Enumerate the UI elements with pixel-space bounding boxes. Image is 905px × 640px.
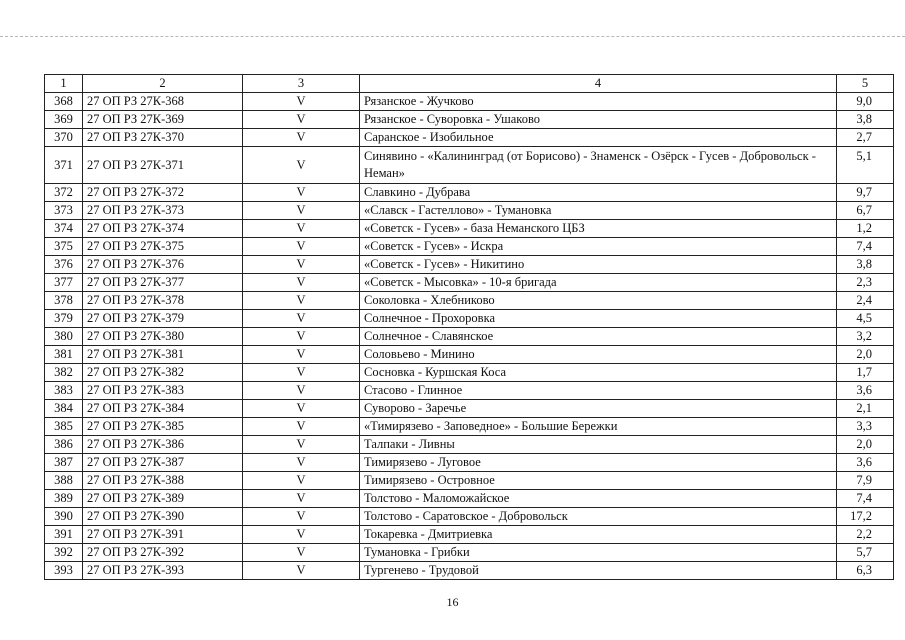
road-name-cell: Синявино - «Калининград (от Борисово) - Знаменск - Озёрск - Гусев - Добровольск - Неман» [360, 147, 837, 184]
row-number-cell: 393 [45, 562, 83, 580]
road-code-cell: 27 ОП РЗ 27К-373 [83, 202, 243, 220]
table-row [45, 202, 894, 220]
road-category-cell: V [243, 508, 360, 526]
table-row [45, 436, 894, 454]
road-category-cell: V [243, 382, 360, 400]
road-name-cell: Токаревка - Дмитриевка [360, 526, 837, 544]
road-length-cell: 2,4 [837, 292, 894, 310]
road-name-cell: «Советск - Мысовка» - 10-я бригада [360, 274, 837, 292]
road-name-cell: Тургенево - Трудовой [360, 562, 837, 580]
road-code-cell: 27 ОП РЗ 27К-378 [83, 292, 243, 310]
header-cell-1: 1 [45, 75, 83, 93]
road-code-cell: 27 ОП РЗ 27К-369 [83, 111, 243, 129]
road-category-cell: V [243, 328, 360, 346]
row-number-cell: 390 [45, 508, 83, 526]
road-name-cell: «Советск - Гусев» - Искра [360, 238, 837, 256]
road-length-cell: 3,6 [837, 382, 894, 400]
road-name-cell: Солнечное - Славянское [360, 328, 837, 346]
row-number-cell: 381 [45, 346, 83, 364]
row-number-cell: 369 [45, 111, 83, 129]
row-number-cell: 368 [45, 93, 83, 111]
road-code-cell: 27 ОП РЗ 27К-386 [83, 436, 243, 454]
road-category-cell: V [243, 436, 360, 454]
road-name-cell: Тимирязево - Луговое [360, 454, 837, 472]
row-number-cell: 383 [45, 382, 83, 400]
row-number-cell: 375 [45, 238, 83, 256]
road-length-cell: 3,6 [837, 454, 894, 472]
road-category-cell: V [243, 274, 360, 292]
table-row [45, 256, 894, 274]
row-number-cell: 372 [45, 184, 83, 202]
table-row [45, 129, 894, 147]
row-number-cell: 385 [45, 418, 83, 436]
road-code-cell: 27 ОП РЗ 27К-391 [83, 526, 243, 544]
road-code-cell: 27 ОП РЗ 27К-389 [83, 490, 243, 508]
road-category-cell: V [243, 562, 360, 580]
road-length-cell: 2,0 [837, 346, 894, 364]
table-row [45, 147, 894, 184]
road-category-cell: V [243, 310, 360, 328]
road-length-cell: 9,7 [837, 184, 894, 202]
road-category-cell: V [243, 472, 360, 490]
row-number-cell: 388 [45, 472, 83, 490]
road-code-cell: 27 ОП РЗ 27К-387 [83, 454, 243, 472]
road-code-cell: 27 ОП РЗ 27К-380 [83, 328, 243, 346]
header-cell-3: 3 [243, 75, 360, 93]
roads-table [44, 74, 894, 580]
road-name-cell: Толстово - Маломожайское [360, 490, 837, 508]
road-category-cell: V [243, 238, 360, 256]
road-code-cell: 27 ОП РЗ 27К-375 [83, 238, 243, 256]
road-name-cell: Талпаки - Ливны [360, 436, 837, 454]
road-category-cell: V [243, 526, 360, 544]
road-length-cell: 7,9 [837, 472, 894, 490]
road-code-cell: 27 ОП РЗ 27К-383 [83, 382, 243, 400]
table-row [45, 310, 894, 328]
row-number-cell: 376 [45, 256, 83, 274]
row-number-cell: 387 [45, 454, 83, 472]
road-name-cell: Славкино - Дубрава [360, 184, 837, 202]
table-row [45, 472, 894, 490]
road-name-cell: «Советск - Гусев» - база Неманского ЦБЗ [360, 220, 837, 238]
road-name-cell: Тимирязево - Островное [360, 472, 837, 490]
road-name-cell: Стасово - Глинное [360, 382, 837, 400]
road-length-cell: 3,8 [837, 256, 894, 274]
road-name-cell: Суворово - Заречье [360, 400, 837, 418]
road-code-cell: 27 ОП РЗ 27К-376 [83, 256, 243, 274]
table-row [45, 382, 894, 400]
road-length-cell: 3,3 [837, 418, 894, 436]
road-length-cell: 9,0 [837, 93, 894, 111]
row-number-cell: 379 [45, 310, 83, 328]
road-name-cell: Саранское - Изобильное [360, 129, 837, 147]
road-length-cell: 6,7 [837, 202, 894, 220]
road-name-cell: Соловьево - Минино [360, 346, 837, 364]
row-number-cell: 378 [45, 292, 83, 310]
table-row [45, 364, 894, 382]
road-code-cell: 27 ОП РЗ 27К-393 [83, 562, 243, 580]
row-number-cell: 386 [45, 436, 83, 454]
road-length-cell: 2,1 [837, 400, 894, 418]
top-divider [0, 36, 905, 37]
road-length-cell: 1,7 [837, 364, 894, 382]
row-number-cell: 391 [45, 526, 83, 544]
header-row [45, 75, 894, 93]
header-cell-2: 2 [83, 75, 243, 93]
road-name-cell: «Славск - Гастеллово» - Тумановка [360, 202, 837, 220]
road-name-cell: Тумановка - Грибки [360, 544, 837, 562]
road-category-cell: V [243, 256, 360, 274]
row-number-cell: 382 [45, 364, 83, 382]
road-length-cell: 5,7 [837, 544, 894, 562]
road-category-cell: V [243, 292, 360, 310]
table-row [45, 400, 894, 418]
road-length-cell: 2,2 [837, 526, 894, 544]
road-length-cell: 4,5 [837, 310, 894, 328]
road-category-cell: V [243, 400, 360, 418]
header-cell-4: 4 [360, 75, 837, 93]
table-row [45, 238, 894, 256]
road-category-cell: V [243, 364, 360, 382]
road-length-cell: 3,2 [837, 328, 894, 346]
page-number: 16 [446, 595, 459, 609]
row-number-cell: 392 [45, 544, 83, 562]
row-number-cell: 373 [45, 202, 83, 220]
road-category-cell: V [243, 202, 360, 220]
table-row [45, 220, 894, 238]
table-row [45, 454, 894, 472]
road-category-cell: V [243, 147, 360, 184]
table-row [45, 184, 894, 202]
row-number-cell: 371 [45, 147, 83, 184]
row-number-cell: 370 [45, 129, 83, 147]
table-row [45, 526, 894, 544]
header-cell-5: 5 [837, 75, 894, 93]
road-length-cell: 7,4 [837, 238, 894, 256]
road-code-cell: 27 ОП РЗ 27К-381 [83, 346, 243, 364]
road-category-cell: V [243, 93, 360, 111]
road-length-cell: 6,3 [837, 562, 894, 580]
road-length-cell: 1,2 [837, 220, 894, 238]
road-code-cell: 27 ОП РЗ 27К-390 [83, 508, 243, 526]
road-category-cell: V [243, 346, 360, 364]
road-category-cell: V [243, 184, 360, 202]
table-row [45, 93, 894, 111]
row-number-cell: 380 [45, 328, 83, 346]
table-row [45, 508, 894, 526]
road-name-cell: «Тимирязево - Заповедное» - Большие Бережки [360, 418, 837, 436]
road-name-cell: Солнечное - Прохоровка [360, 310, 837, 328]
road-category-cell: V [243, 490, 360, 508]
road-name-cell: Толстово - Саратовское - Добровольск [360, 508, 837, 526]
row-number-cell: 389 [45, 490, 83, 508]
road-category-cell: V [243, 544, 360, 562]
road-name-cell: Рязанское - Суворовка - Ушаково [360, 111, 837, 129]
table-row [45, 111, 894, 129]
table-row [45, 562, 894, 580]
row-number-cell: 377 [45, 274, 83, 292]
road-code-cell: 27 ОП РЗ 27К-368 [83, 93, 243, 111]
table-row [45, 544, 894, 562]
road-category-cell: V [243, 418, 360, 436]
road-code-cell: 27 ОП РЗ 27К-371 [83, 147, 243, 184]
road-length-cell: 17,2 [837, 508, 894, 526]
road-category-cell: V [243, 111, 360, 129]
road-code-cell: 27 ОП РЗ 27К-385 [83, 418, 243, 436]
road-length-cell: 3,8 [837, 111, 894, 129]
table-row [45, 490, 894, 508]
road-code-cell: 27 ОП РЗ 27К-388 [83, 472, 243, 490]
road-code-cell: 27 ОП РЗ 27К-382 [83, 364, 243, 382]
road-name-cell: Сосновка - Куршская Коса [360, 364, 837, 382]
road-code-cell: 27 ОП РЗ 27К-374 [83, 220, 243, 238]
road-length-cell: 5,1 [837, 147, 894, 184]
table-row [45, 346, 894, 364]
road-code-cell: 27 ОП РЗ 27К-392 [83, 544, 243, 562]
table-row [45, 328, 894, 346]
road-name-cell: Соколовка - Хлебниково [360, 292, 837, 310]
road-category-cell: V [243, 220, 360, 238]
table-row [45, 418, 894, 436]
road-code-cell: 27 ОП РЗ 27К-379 [83, 310, 243, 328]
road-code-cell: 27 ОП РЗ 27К-370 [83, 129, 243, 147]
road-name-cell: «Советск - Гусев» - Никитино [360, 256, 837, 274]
road-length-cell: 7,4 [837, 490, 894, 508]
road-name-cell: Рязанское - Жучково [360, 93, 837, 111]
road-length-cell: 2,0 [837, 436, 894, 454]
road-code-cell: 27 ОП РЗ 27К-384 [83, 400, 243, 418]
table-body [45, 75, 894, 580]
road-code-cell: 27 ОП РЗ 27К-377 [83, 274, 243, 292]
road-code-cell: 27 ОП РЗ 27К-372 [83, 184, 243, 202]
road-length-cell: 2,7 [837, 129, 894, 147]
row-number-cell: 374 [45, 220, 83, 238]
row-number-cell: 384 [45, 400, 83, 418]
road-length-cell: 2,3 [837, 274, 894, 292]
table-row [45, 274, 894, 292]
road-category-cell: V [243, 454, 360, 472]
road-category-cell: V [243, 129, 360, 147]
table-row [45, 292, 894, 310]
